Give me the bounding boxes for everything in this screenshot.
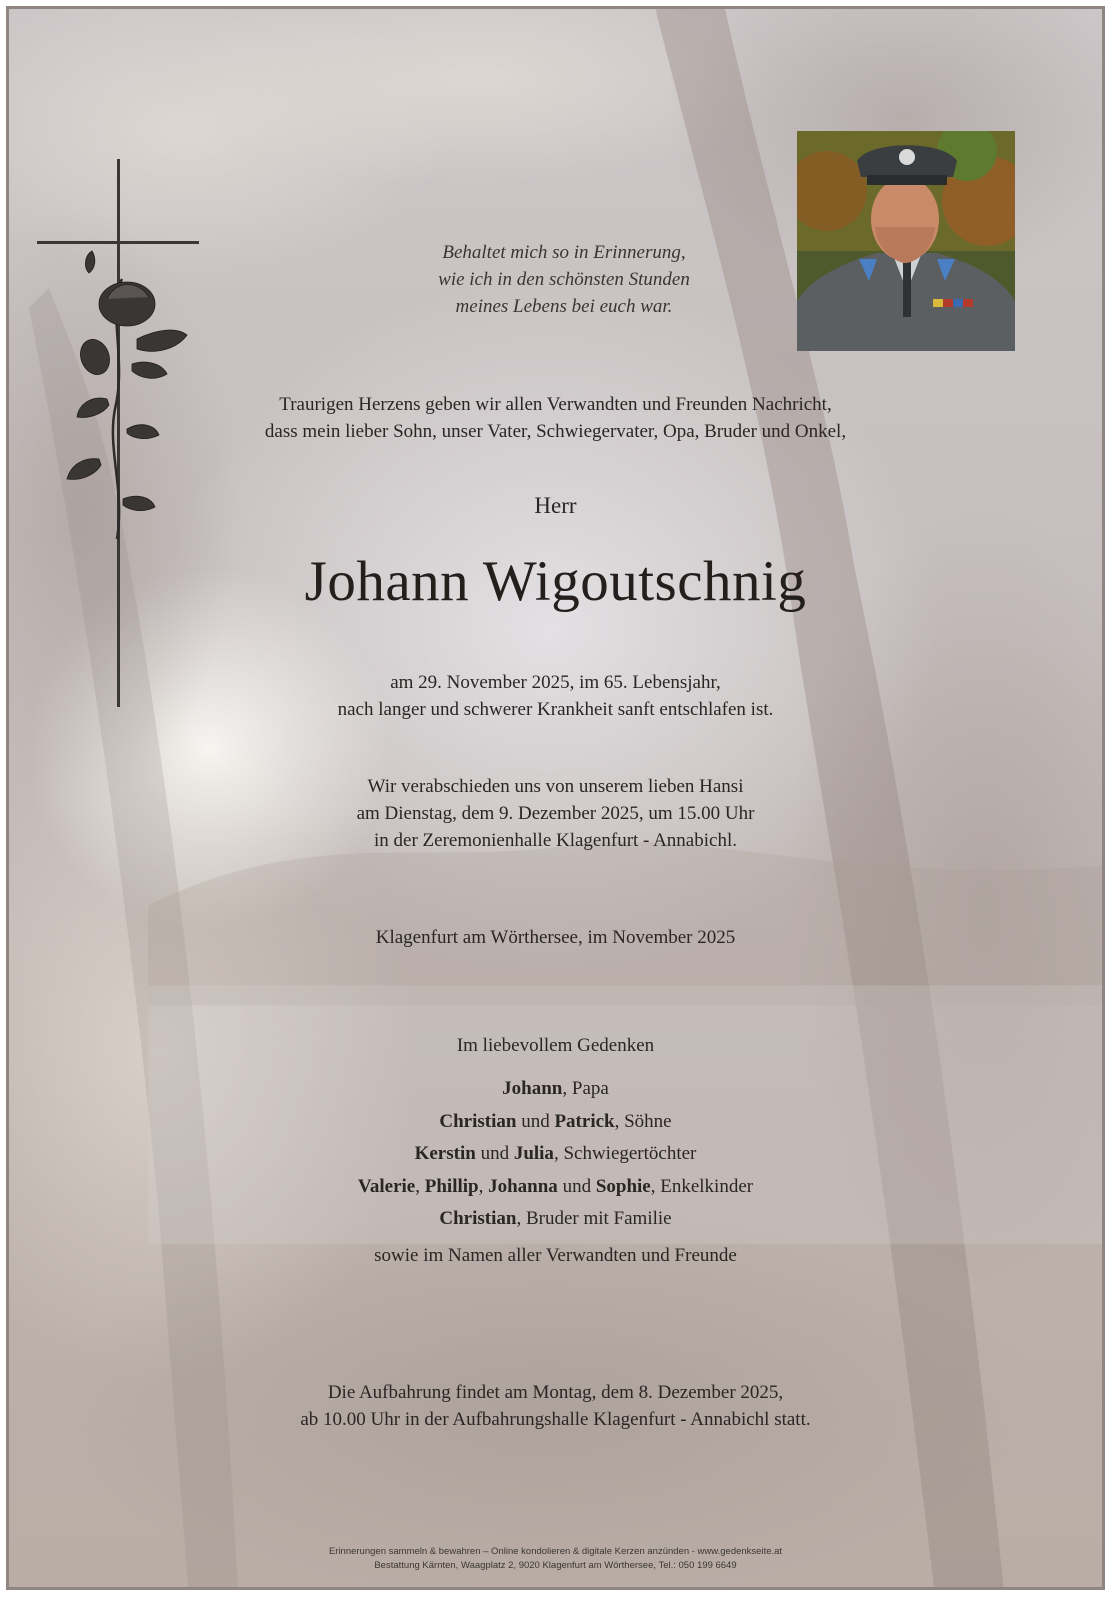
conjunction: und: [475, 1143, 514, 1164]
mourners-list: [9, 1073, 1102, 1236]
laying-out-notice: [9, 1379, 1102, 1433]
separator: ,: [478, 1175, 489, 1197]
intro-line: Traurigen Herzens geben wir allen Verwandten und Freunden Nachricht,: [279, 394, 832, 415]
farewell-line: Wir verabschieden uns von unserem lieben Hansi: [367, 776, 744, 797]
mourner-row: [9, 1203, 1102, 1236]
mourner-relation: , Schwiegertöchter: [553, 1143, 697, 1164]
memorial-quote: [399, 239, 729, 320]
mourner-row: [9, 1106, 1102, 1139]
intro-line: dass mein lieber Sohn, unser Vater, Schwiegervater, Opa, Bruder und Onkel,: [264, 421, 847, 442]
mourner-name: Phillip: [424, 1175, 479, 1197]
conjunction: und: [557, 1175, 596, 1197]
death-notice: [9, 669, 1102, 723]
salutation: Herr: [534, 493, 577, 518]
laying-line: Die Aufbahrung findet am Montag, dem 8. Dezember 2025,: [327, 1382, 784, 1403]
mourner-row: [9, 1073, 1102, 1106]
mourner-name: Julia: [513, 1143, 554, 1164]
quote-line: wie ich in den schönsten Stunden: [438, 269, 690, 290]
death-line: am 29. November 2025, im 65. Lebensjahr,: [390, 672, 721, 693]
death-line: nach langer und schwerer Krankheit sanft entschlafen ist.: [337, 699, 774, 720]
closing-line: sowie im Namen aller Verwandten und Freunde: [374, 1245, 737, 1266]
mourner-name: Valerie: [357, 1175, 416, 1197]
conjunction: und: [516, 1110, 555, 1132]
mourner-relation: , Papa: [562, 1078, 609, 1099]
mourner-relation: , Enkelkinder: [650, 1175, 754, 1197]
mourner-relation: , Bruder mit Familie: [516, 1208, 672, 1229]
mourner-name: Sophie: [595, 1175, 651, 1197]
mourner-name: Christian: [439, 1208, 517, 1229]
obituary-frame: [6, 6, 1105, 1590]
quote-line: meines Lebens bei euch war.: [455, 296, 673, 317]
quote-line: Behaltet mich so in Erinnerung,: [442, 242, 686, 263]
mourner-name: Patrick: [554, 1110, 615, 1132]
footer-line: Erinnerungen sammeln & bewahren – Online kondolieren & digitale Kerzen anzünden - www.gedenkseite.at: [328, 1546, 783, 1557]
mourner-row: [9, 1138, 1102, 1171]
funeral-details: [9, 773, 1102, 854]
mourner-name: Christian: [439, 1110, 517, 1132]
deceased-name: Johann Wigoutschnig: [304, 550, 807, 613]
place-and-date: Klagenfurt am Wörthersee, im November 2025: [375, 927, 736, 948]
farewell-line: in der Zeremonienhalle Klagenfurt - Annabichl.: [374, 830, 737, 851]
separator: ,: [415, 1175, 425, 1197]
laying-line: ab 10.00 Uhr in der Aufbahrungshalle Klagenfurt - Annabichl statt.: [300, 1409, 811, 1430]
mourner-relation: , Söhne: [614, 1110, 672, 1132]
memory-heading: Im liebevollem Gedenken: [456, 1035, 655, 1056]
portrait-photo: [797, 131, 1015, 351]
mourner-name: Kerstin: [414, 1143, 476, 1164]
mourner-row: [9, 1171, 1102, 1204]
farewell-line: am Dienstag, dem 9. Dezember 2025, um 15.00 Uhr: [356, 803, 755, 824]
mourner-name: Johanna: [488, 1175, 558, 1197]
announcement-intro: [9, 391, 1102, 445]
footer: [9, 1545, 1102, 1573]
footer-line: Bestattung Kärnten, Waagplatz 2, 9020 Klagenfurt am Wörthersee, Tel.: 050 199 6649: [374, 1560, 737, 1571]
mourner-name: Johann: [502, 1078, 563, 1099]
